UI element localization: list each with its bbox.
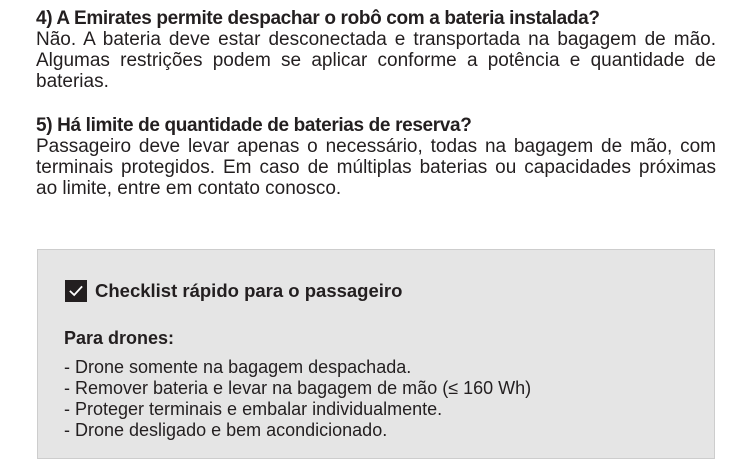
checkbox-checked-icon [65,280,87,302]
faq-question-5: 5) Há limite de quantidade de baterias de reserva? [36,115,472,136]
faq-answer-4: Não. A bateria deve estar desconectada e transportada na bagagem de mão. Algumas restrições podem se aplicar conforme a potência e quantidade de baterias. [36,29,716,92]
list-item: - Drone desligado e bem acondicionado. [64,420,388,440]
checklist-box [37,249,715,459]
list-item: - Proteger terminais e embalar individualmente. [64,399,443,419]
drone-checklist [64,357,531,441]
faq-answer-5: Passageiro deve levar apenas o necessário, todas na bagagem de mão, com terminais protegidos. Em caso de múltiplas baterias ou capacidades próximas ao limite, entre em contato conosco. [36,136,716,199]
faq-item-5 [36,115,716,199]
checklist-header [65,280,402,302]
checklist-title: Checklist rápido para o passageiro [95,280,403,301]
list-item: - Drone somente na bagagem despachada. [64,357,412,377]
faq-item-4 [36,8,716,92]
drones-section-title: Para drones: [64,328,175,348]
faq-question-4: 4) A Emirates permite despachar o robô com a bateria instalada? [36,8,600,29]
list-item: - Remover bateria e levar na bagagem de mão (≤ 160 Wh) [64,378,532,398]
